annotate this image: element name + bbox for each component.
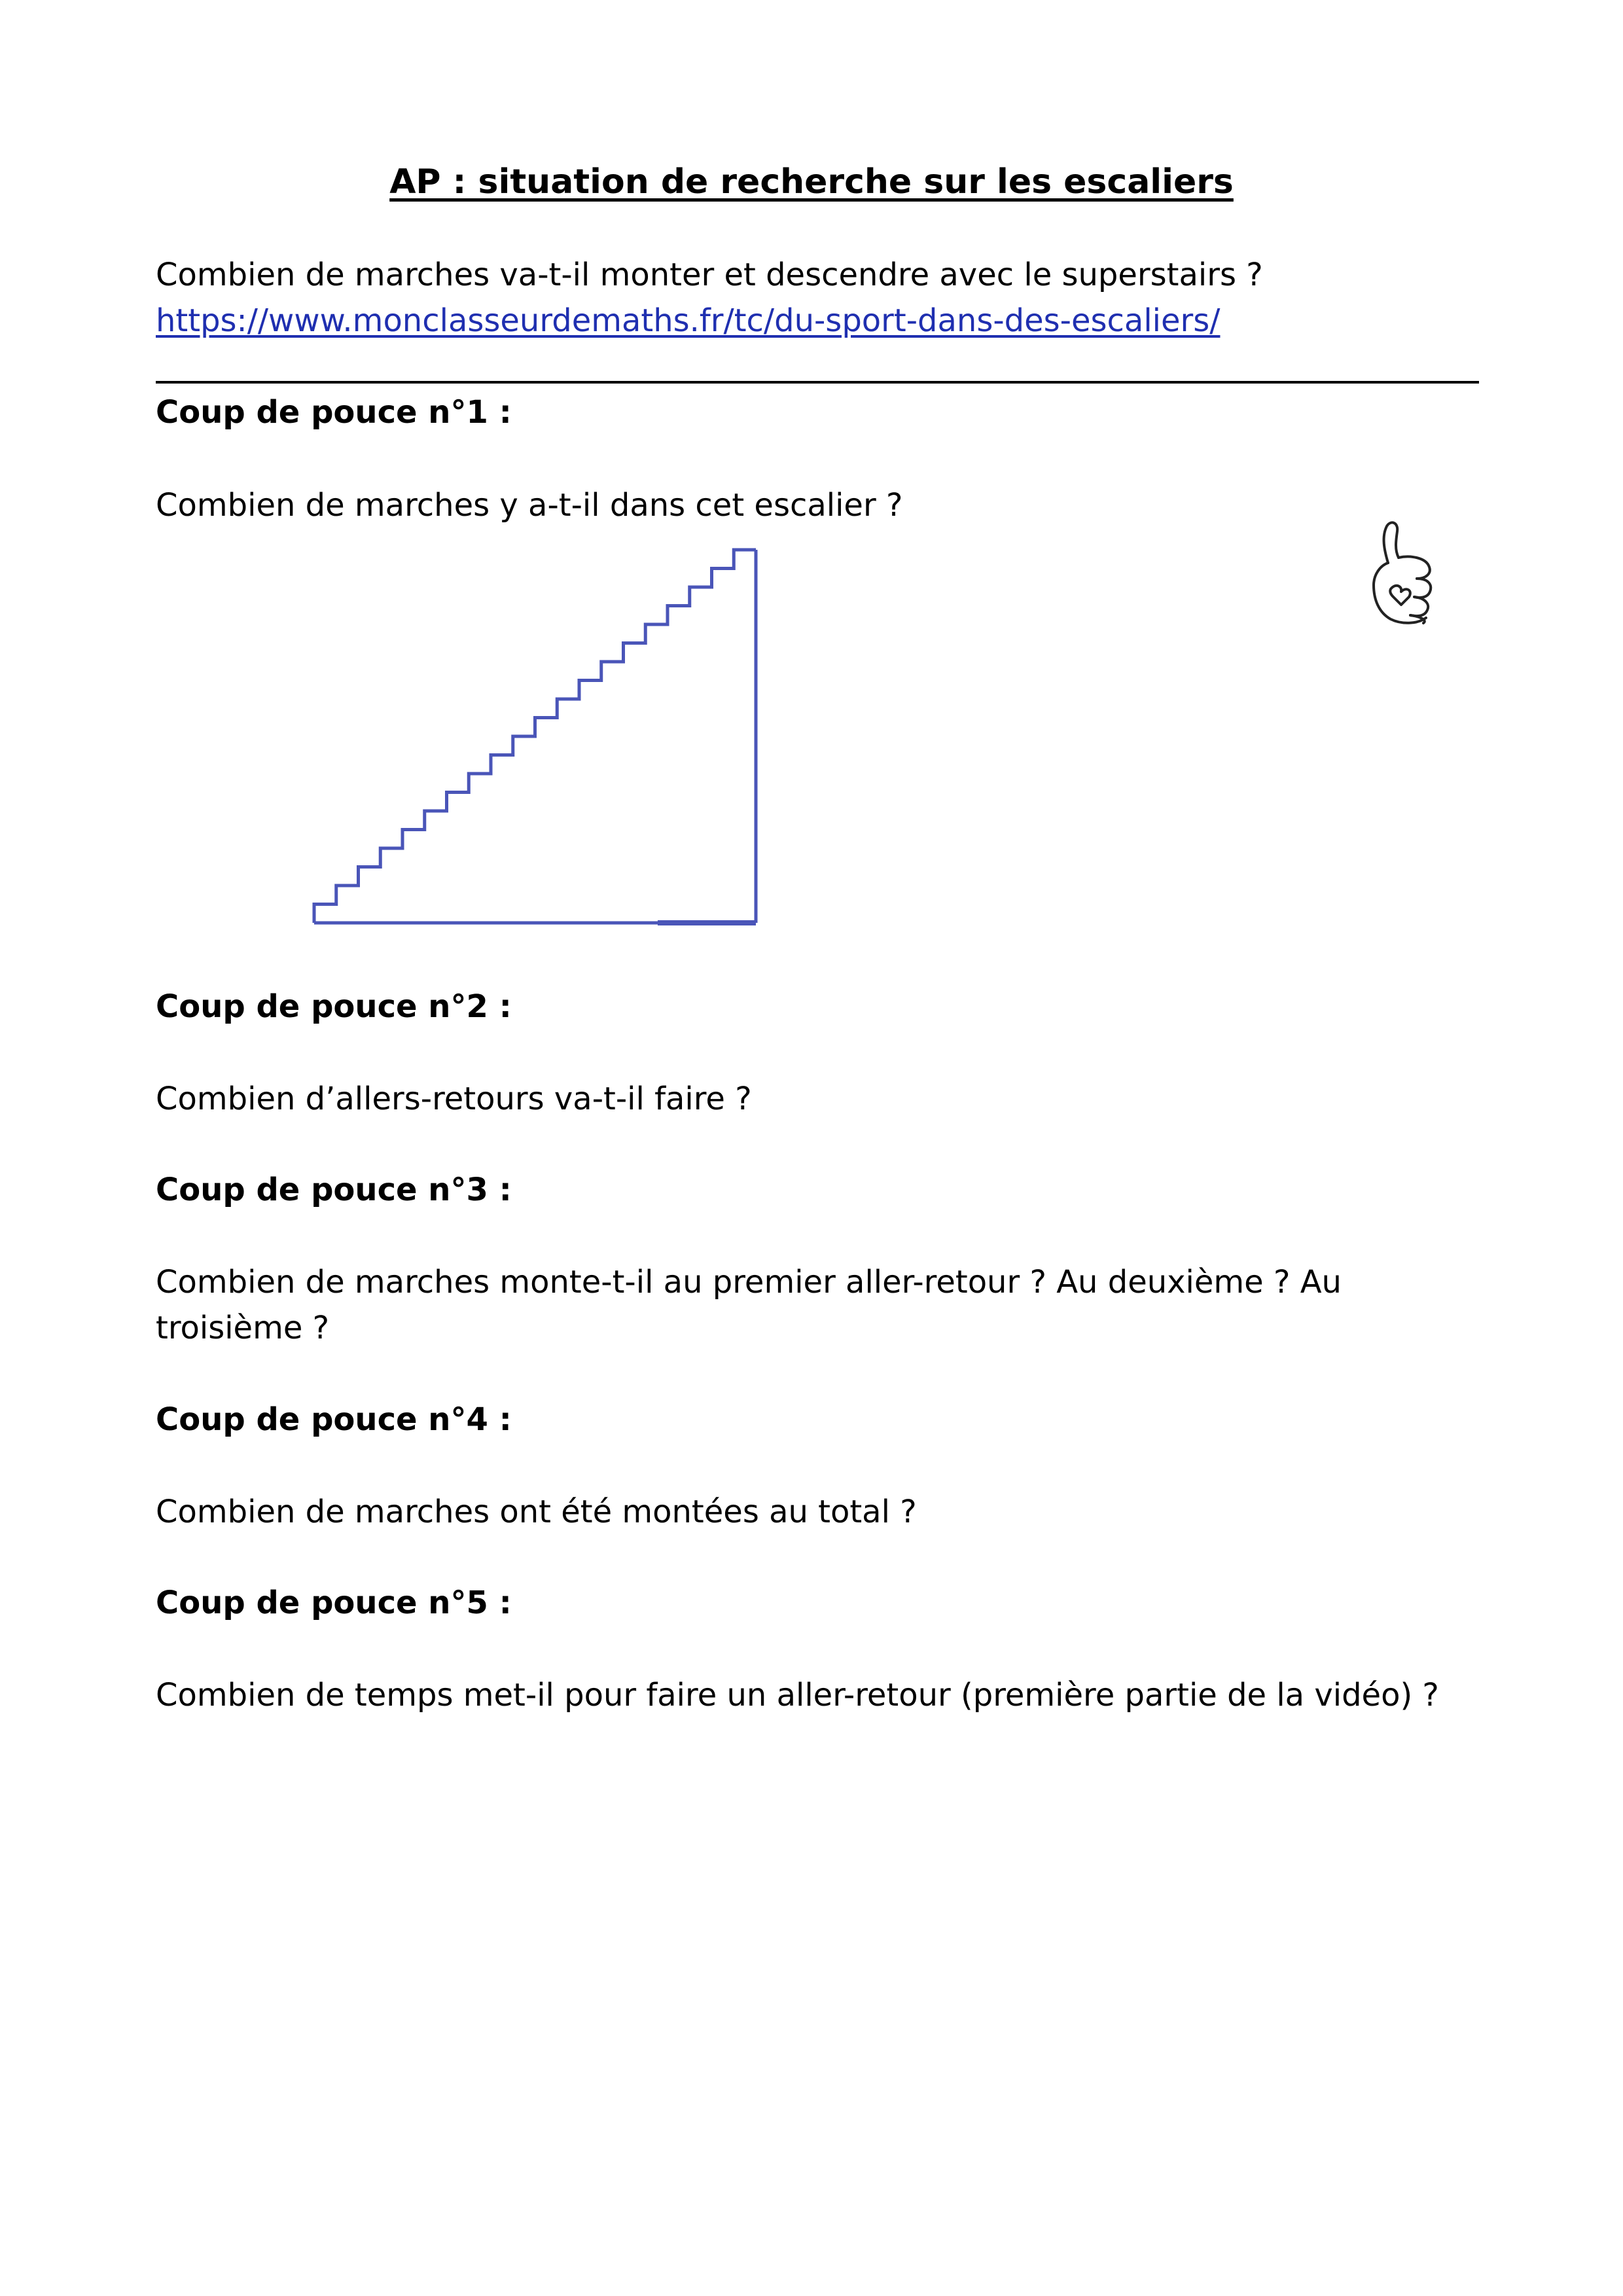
hint-1-text: Combien de marches y a-t-il dans cet escalier ? bbox=[156, 487, 903, 524]
resource-link[interactable]: https://www.monclasseurdemaths.fr/tc/du-sport-dans-des-escaliers/ bbox=[156, 302, 1221, 339]
hint-5-text: Combien de temps met-il pour faire un aller-retour (première partie de la vidéo) ? bbox=[156, 1677, 1439, 1713]
hint-2-text: Combien d’allers-retours va-t-il faire ? bbox=[156, 1081, 752, 1117]
page-title: AP : situation de recherche sur les escaliers bbox=[389, 162, 1234, 202]
hint-4-heading: Coup de pouce n°4 : bbox=[156, 1401, 512, 1438]
hint-3-text-line1: Combien de marches monte-t-il au premier aller-retour ? Au deuxième ? Au bbox=[156, 1264, 1342, 1300]
thumbs-up-icon bbox=[1364, 517, 1436, 628]
hint-5-heading: Coup de pouce n°5 : bbox=[156, 1585, 512, 1621]
hint-1-heading: Coup de pouce n°1 : bbox=[156, 394, 512, 431]
hint-2-heading: Coup de pouce n°2 : bbox=[156, 988, 512, 1025]
staircase-steps bbox=[314, 550, 756, 923]
hint-3-heading: Coup de pouce n°3 : bbox=[156, 1172, 512, 1208]
intro-question: Combien de marches va-t-il monter et descendre avec le superstairs ? bbox=[156, 257, 1263, 293]
staircase-diagram bbox=[301, 537, 772, 936]
separator-rule bbox=[156, 381, 1479, 384]
hint-3-text-line2: troisième ? bbox=[156, 1310, 330, 1346]
hint-4-text: Combien de marches ont été montées au total ? bbox=[156, 1494, 917, 1530]
